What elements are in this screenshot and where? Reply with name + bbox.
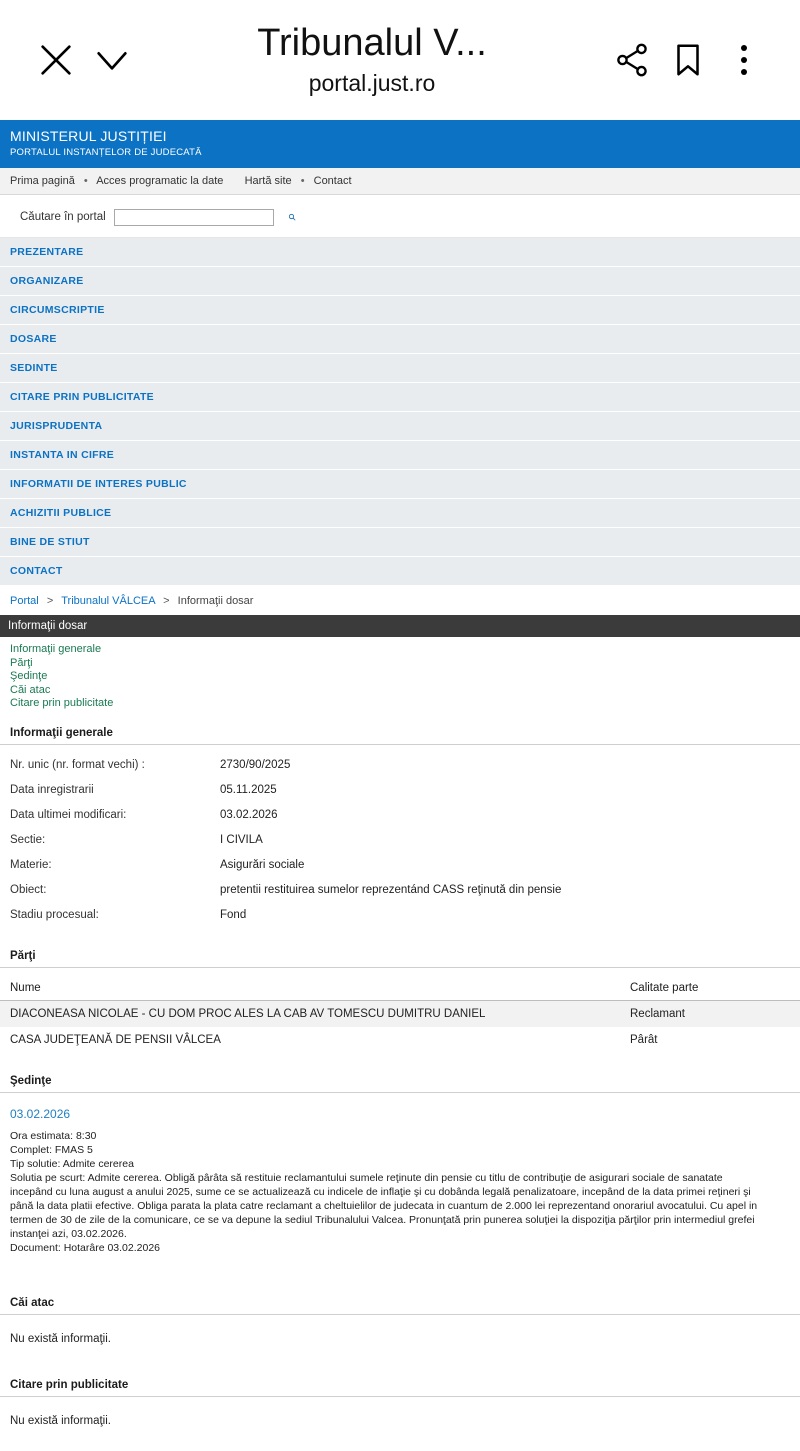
table-row xyxy=(0,778,800,803)
party-name: DIACONEASA NICOLAE - CU DOM PROC ALES LA CAB AV TOMESCU DUMITRU DANIEL xyxy=(0,1000,620,1027)
column-header-quality: Calitate parte xyxy=(620,976,800,1001)
appeals-empty-note: Nu există informaţii. xyxy=(10,1332,111,1345)
chevron-down-icon[interactable] xyxy=(84,32,140,88)
column-header-name: Nume xyxy=(0,976,620,1001)
table-row xyxy=(0,853,800,878)
anchor-informatii-generale[interactable]: Informaţii generale xyxy=(10,643,102,655)
breadcrumb-separator: > xyxy=(43,595,57,607)
share-icon[interactable] xyxy=(604,32,660,88)
menu-item-citare-prin-publicitate[interactable]: CITARE PRIN PUBLICITATE xyxy=(0,383,800,412)
overflow-menu-icon[interactable] xyxy=(716,32,772,88)
page-title: Tribunalul V... xyxy=(257,22,487,64)
site-header-ministry: MINISTERUL JUSTIȚIEI xyxy=(10,128,167,144)
menu-item-prezentare[interactable]: PREZENTARE xyxy=(0,238,800,267)
info-value: I CIVILA xyxy=(220,834,263,846)
publicity-empty-note: Nu există informaţii. xyxy=(10,1414,111,1427)
info-value: 03.02.2026 xyxy=(220,809,278,821)
table-row xyxy=(0,903,800,928)
table-row xyxy=(0,1000,800,1027)
close-icon[interactable] xyxy=(28,32,84,88)
breadcrumb xyxy=(0,586,800,615)
main-menu xyxy=(0,238,800,586)
hearing-solution-line: termen de 30 de zile de la comunicare, ce se va depune la sediul Tribunalului Valcea. Pronunţată prin punerea soluţiei la dispoziţia părţilor prin intermediul grefei xyxy=(10,1213,755,1226)
hearing-entry xyxy=(0,1093,800,1261)
portal-search-bar xyxy=(0,195,800,238)
info-key: Stadiu procesual: xyxy=(10,909,99,921)
anchor-parti[interactable]: Părţi xyxy=(10,656,33,669)
case-info-section-bar: Informaţii dosar xyxy=(0,615,800,637)
menu-item-achizitii-publice[interactable]: ACHIZITII PUBLICE xyxy=(0,499,800,528)
anchor-links xyxy=(0,637,800,719)
page-url: portal.just.ro xyxy=(308,70,436,97)
hearing-date: 03.02.2026 xyxy=(10,1106,71,1121)
topnav-item-api[interactable]: Acces programatic la date xyxy=(96,175,224,187)
menu-item-bine-de-stiut[interactable]: BINE DE STIUT xyxy=(0,528,800,557)
section-title-hearings: Şedinţe xyxy=(0,1067,800,1093)
hearing-solution-type: Tip solutie: Admite cererea xyxy=(10,1157,134,1170)
table-row xyxy=(0,803,800,828)
info-value: 05.11.2025 xyxy=(220,784,277,796)
browser-top-bar xyxy=(0,0,800,120)
party-quality: Reclamant xyxy=(620,1000,800,1027)
topnav-item-home[interactable]: Prima pagină xyxy=(10,175,75,187)
menu-item-sedinte[interactable]: SEDINTE xyxy=(0,354,800,383)
section-title-general-info: Informaţii generale xyxy=(0,719,800,745)
topnav-separator: • xyxy=(83,175,88,187)
info-key: Nr. unic (nr. format vechi) : xyxy=(10,759,145,771)
general-info-table xyxy=(0,753,800,928)
anchor-citare-prin-publicitate[interactable]: Citare prin publicitate xyxy=(10,697,114,709)
section-title-publicity: Citare prin publicitate xyxy=(0,1371,800,1397)
menu-item-circumscriptie[interactable]: CIRCUMSCRIPTIE xyxy=(0,296,800,325)
page-title-block xyxy=(140,23,604,98)
hearing-solution-line: incepând cu luna august a anului 2025, sume ce se actualizează cu indicele de inflaţie şi cu dobânda legală penalizatoare, incepând de la data primei reţineri şi xyxy=(10,1185,751,1198)
section-title-appeals: Căi atac xyxy=(0,1289,800,1315)
parties-table xyxy=(0,976,800,1053)
party-quality: Pârât xyxy=(630,1033,658,1046)
menu-item-informatii-de-interes-public[interactable]: INFORMATII DE INTERES PUBLIC xyxy=(0,470,800,499)
hearing-solution-line: instanţei azi, 03.02.2026. xyxy=(10,1227,127,1240)
info-value: 2730/90/2025 xyxy=(220,759,291,771)
menu-item-dosare[interactable]: DOSARE xyxy=(0,325,800,354)
hearing-solution-line: Solutia pe scurt: Admite cererea. Obligă pârâta să restituie reclamantului sumele reţinute din pensie cu titlu de contribuţie de asigurari sociale de sanatate xyxy=(10,1171,723,1184)
anchor-sedinte[interactable]: Şedinţe xyxy=(10,670,48,682)
info-key: Data ultimei modificari: xyxy=(10,809,127,821)
topnav-item-sitemap[interactable]: Hartă site xyxy=(244,175,292,187)
hearing-panel: Complet: FMAS 5 xyxy=(10,1143,93,1156)
search-icon[interactable] xyxy=(282,207,302,227)
menu-item-organizare[interactable]: ORGANIZARE xyxy=(0,267,800,296)
menu-item-jurisprudenta[interactable]: JURISPRUDENTA xyxy=(0,412,800,441)
party-name: CASA JUDEŢEANĂ DE PENSII VÂLCEA xyxy=(10,1033,221,1046)
topnav-item-contact[interactable]: Contact xyxy=(313,175,352,187)
menu-item-instanta-in-cifre[interactable]: INSTANTA IN CIFRE xyxy=(0,441,800,470)
breadcrumb-portal[interactable]: Portal xyxy=(10,595,39,607)
anchor-cai-atac[interactable]: Căi atac xyxy=(10,683,51,696)
spacer xyxy=(0,1355,800,1371)
site-header xyxy=(0,120,800,168)
hearing-solution-line: până la data platii efective. Obliga parata la plata catre reclamant a cheltuielilor de judecata in cuantum de 2.000 lei reprezentand onorariul avocatului. Cu apel in xyxy=(10,1199,758,1212)
menu-item-contact[interactable]: CONTACT xyxy=(0,557,800,586)
info-key: Materie: xyxy=(10,859,52,871)
table-row xyxy=(0,753,800,778)
section-title-parties: Părţi xyxy=(0,942,800,968)
spacer xyxy=(0,1261,800,1289)
breadcrumb-court[interactable]: Tribunalul VÂLCEA xyxy=(61,595,155,607)
table-row xyxy=(0,828,800,853)
table-header-row xyxy=(0,976,800,1001)
info-key: Sectie: xyxy=(10,834,46,846)
info-key: Obiect: xyxy=(10,884,47,896)
bottom-spacer xyxy=(0,1437,800,1451)
info-value: pretentii restituirea sumelor reprezentánd CASS reţinută din pensie xyxy=(220,884,562,896)
table-row xyxy=(0,878,800,903)
top-navigation xyxy=(0,168,800,195)
site-header-subtitle: PORTALUL INSTANȚELOR DE JUDECATĂ xyxy=(10,147,202,158)
info-value: Fond xyxy=(220,909,247,921)
info-value: Asigurări sociale xyxy=(220,859,305,871)
hearing-time: Ora estimata: 8:30 xyxy=(10,1129,97,1142)
topnav-separator: • xyxy=(300,175,305,187)
bookmark-icon[interactable] xyxy=(660,32,716,88)
topnav-separator xyxy=(232,175,235,187)
hearing-document: Document: Hotarâre 03.02.2026 xyxy=(10,1241,161,1254)
table-row xyxy=(0,1027,800,1053)
search-input[interactable] xyxy=(114,209,274,226)
breadcrumb-separator: > xyxy=(160,595,173,607)
info-key: Data inregistrarii xyxy=(10,784,94,796)
search-label: Căutare în portal xyxy=(20,211,106,223)
breadcrumb-current: Informaţii dosar xyxy=(177,595,254,607)
